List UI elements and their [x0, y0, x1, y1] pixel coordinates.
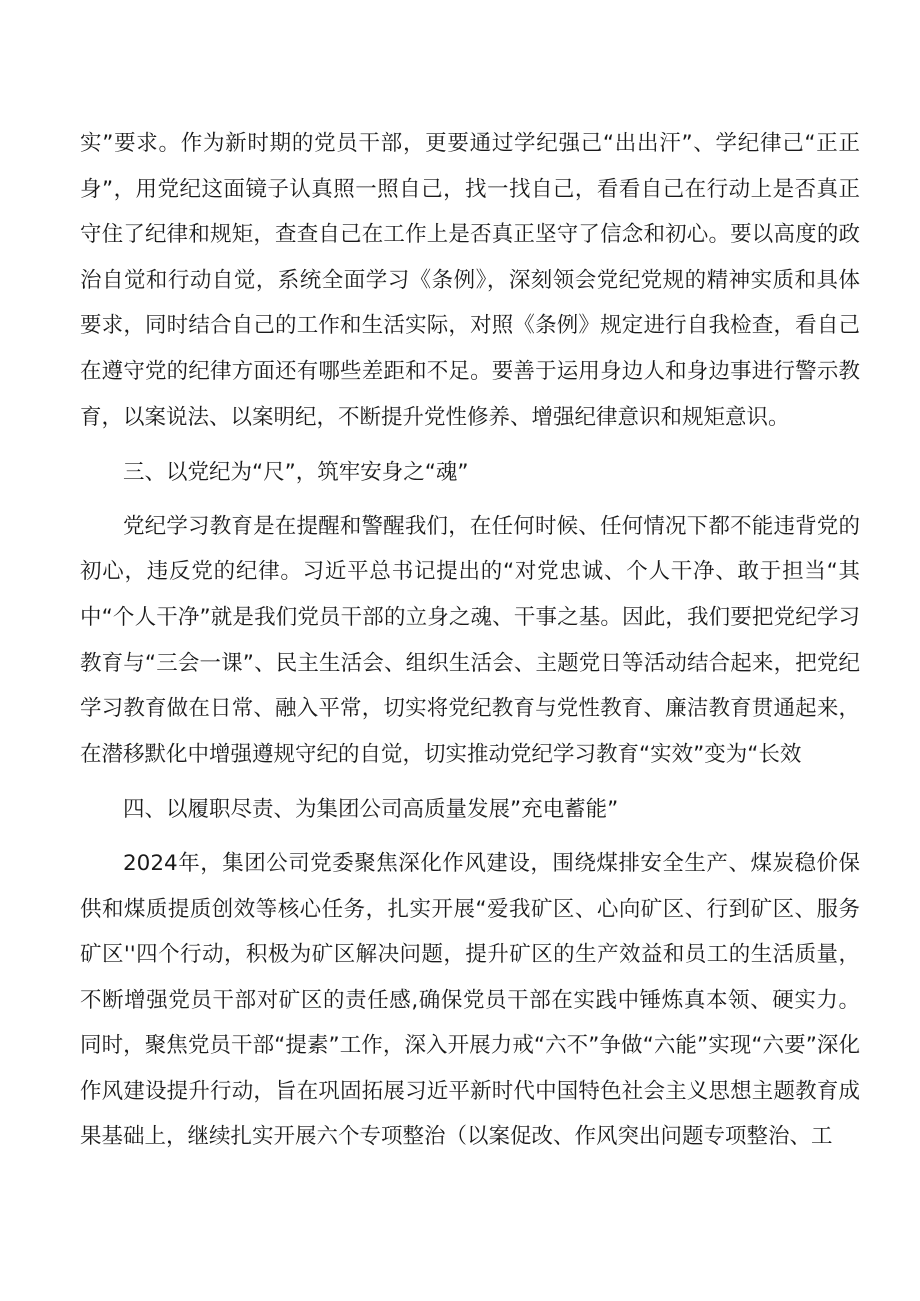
document-body: [80, 121, 860, 1160]
paragraph-discipline-study: 实”要求。作为新时期的党员干部，更要通过学纪强己“出出汗”、学纪律己“正正身”，用党纪这面镜子认真照一照自己，找一找自己，看看自己在行动上是否真正守住了纪律和规矩，查查自己在工作上是否真正坚守了信念和初心。要以高度的政治自觉和行动自觉，系统全面学习《条例》，深刻领会党纪党规的精神实质和具体要求，同时结合自己的工作和生活实际，对照《条例》规定进行自我检查，看自己在遵守党的纪律方面还有哪些差距和不足。要善于运用身边人和身边事进行警示教育，以案说法、以案明纪，不断提升党性修养、增强纪律意识和规矩意识。: [80, 131, 860, 430]
section-heading-4: 四、以履职尽责、为集团公司高质量发展”充电蓄能”: [123, 797, 619, 823]
paragraph-party-discipline-education: 党纪学习教育是在提醒和警醒我们，在任何时候、任何情况下都不能违背党的初心，违反党的纪律。习近平总书记提出的“对党忠诚、个人干净、敢于担当“其中“个人干净”就是我们党员干部的立身之魂、干事之基。因此，我们要把党纪学习教育与“三会一课”、民主生活会、组织生活会、主题党日等活动结合起来，把党纪学习教育做在日常、融入平常，切实将党纪教育与党性教育、廉洁教育贯通起来，在潜移默化中增强遵规守纪的自觉，切实推动党纪学习教育“实效”变为“长效: [80, 513, 860, 767]
paragraph-2024-work-style: 2024年，集团公司党委聚焦深化作风建设，围绕煤排安全生产、煤炭稳价保供和煤质提质创效等核心任务，扎实开展“爱我矿区、心向矿区、行到矿区、服务矿区''四个行动，积极为矿区解决问题，提升矿区的生产效益和员工的生活质量，不断增强党员干部对矿区的责任感,确保党员干部在实践中锤炼真本领、硬实力。同时，聚焦党员干部“提素”工作，深入开展力戒“六不”争做“六能”实现“六要”深化作风建设提升行动，旨在巩固拓展习近平新时代中国特色社会主义思想主题教育成果基础上，继续扎实开展六个专项整治（以案促改、作风突出问题专项整治、工: [80, 850, 860, 1150]
section-heading-3: 三、以党纪为“尺”，筑牢安身之“魂”: [123, 460, 469, 486]
